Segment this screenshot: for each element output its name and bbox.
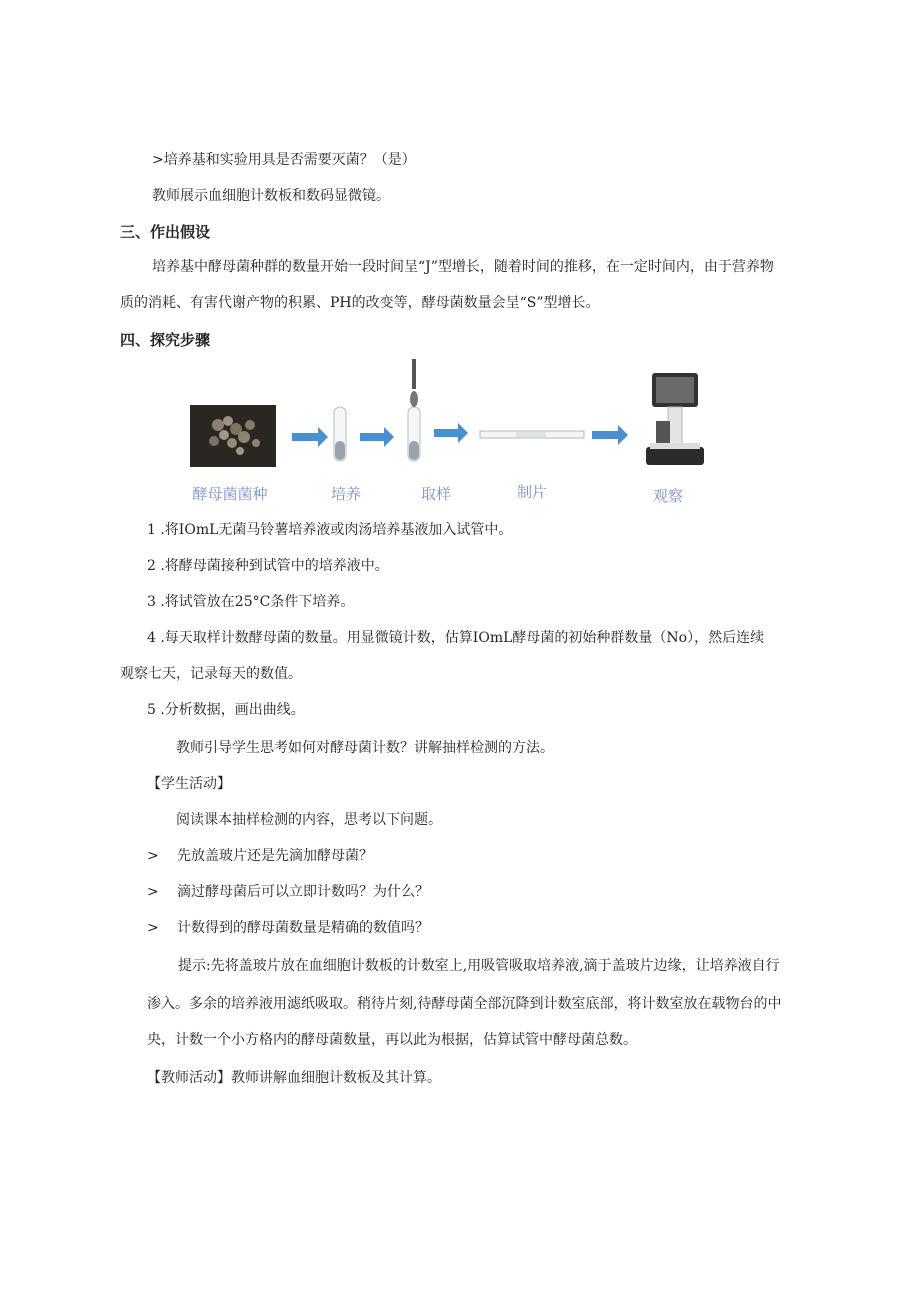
question-2 <box>147 882 429 902</box>
intro-question: >培养基和实验用具是否需要灭菌？（是） <box>152 152 416 168</box>
student-activity-title: 【学生活动】 <box>147 776 231 792</box>
question-text: 先放盖玻片还是先滴加酵母菌？ <box>177 848 373 864</box>
step-2: 2 .将酵母菌接种到试管中的培养液中。 <box>147 558 389 574</box>
teacher-activity <box>147 1068 441 1088</box>
bullet-icon: > <box>147 848 159 864</box>
test-tube-icon <box>334 407 346 461</box>
arrow-icon <box>292 427 328 447</box>
diagram-label-sampling: 取样 <box>420 485 452 503</box>
step-3: 3 .将试管放在25°C条件下培养。 <box>147 594 355 610</box>
step-4-cont: 观察七天，记录每天的数值。 <box>120 666 302 682</box>
question-text: 计数得到的酵母菌数量是精确的数值吗？ <box>177 920 429 936</box>
hint-line2: 渗入。多余的培养液用滤纸吸取。稍待片刻,待酵母菌全部沉降到计数室底部，将计数室放在载物台的中 <box>147 996 782 1012</box>
yeast-culture-image <box>190 405 276 467</box>
question-3 <box>147 918 429 938</box>
teacher-activity-text: 教师讲解血细胞计数板及其计算。 <box>231 1070 441 1086</box>
diagram-label-yeast: 酵母菌菌种 <box>192 485 268 503</box>
diagram-label-culture: 培养 <box>330 485 362 503</box>
step-5: 5 .分析数据，画出曲线。 <box>147 702 305 718</box>
section4-heading: 四、探究步骤 <box>120 331 211 349</box>
hypothesis-line1: 培养基中酵母菌种群的数量开始一段时间呈“J”型增长，随着时间的推移，在一定时间内，由于营养物 <box>152 259 774 275</box>
step-1: 1 .将IOmL无菌马铃薯培养液或肉汤培养基液加入试管中。 <box>147 522 513 538</box>
diagram-label-slide: 制片 <box>516 483 548 501</box>
hypothesis-line2: 质的消耗、有害代谢产物的积累、PH的改变等，酵母菌数量会呈“S”型增长。 <box>120 295 600 311</box>
teacher-activity-title: 【教师活动】 <box>147 1070 231 1086</box>
intro-note: 教师展示血细胞计数板和数码显微镜。 <box>152 188 390 204</box>
question-text: 滴过酵母菌后可以立即计数吗？为什么？ <box>177 884 429 900</box>
teacher-guide: 教师引导学生思考如何对酵母菌计数？讲解抽样检测的方法。 <box>176 740 554 756</box>
slide-icon <box>480 431 584 438</box>
diagram-label-observe: 观察 <box>652 487 684 505</box>
arrow-icon <box>360 427 394 447</box>
pipette-sampling-icon <box>408 359 420 461</box>
student-activity-intro: 阅读课本抽样检测的内容，思考以下问题。 <box>176 812 442 828</box>
arrow-icon <box>434 423 468 443</box>
arrow-icon <box>592 425 628 445</box>
procedure-diagram <box>180 355 720 515</box>
section3-heading: 三、作出假设 <box>120 223 211 241</box>
hint-line1: 提示:先将盖玻片放在血细胞计数板的计数室上,用吸管吸取培养液,滴于盖玻片边缘，让培养液自行 <box>178 958 780 974</box>
bullet-icon: > <box>147 920 159 936</box>
question-1 <box>147 846 373 866</box>
hint-line3: 央，计数一个小方格内的酵母菌数量，再以此为根据，估算试管中酵母菌总数。 <box>147 1032 637 1048</box>
digital-microscope-icon <box>646 373 704 465</box>
step-4: 4 .每天取样计数酵母菌的数量。用显微镜计数，估算IOmL酵母菌的初始种群数量（No），然后连续 <box>147 630 765 646</box>
bullet-icon: > <box>147 884 159 900</box>
